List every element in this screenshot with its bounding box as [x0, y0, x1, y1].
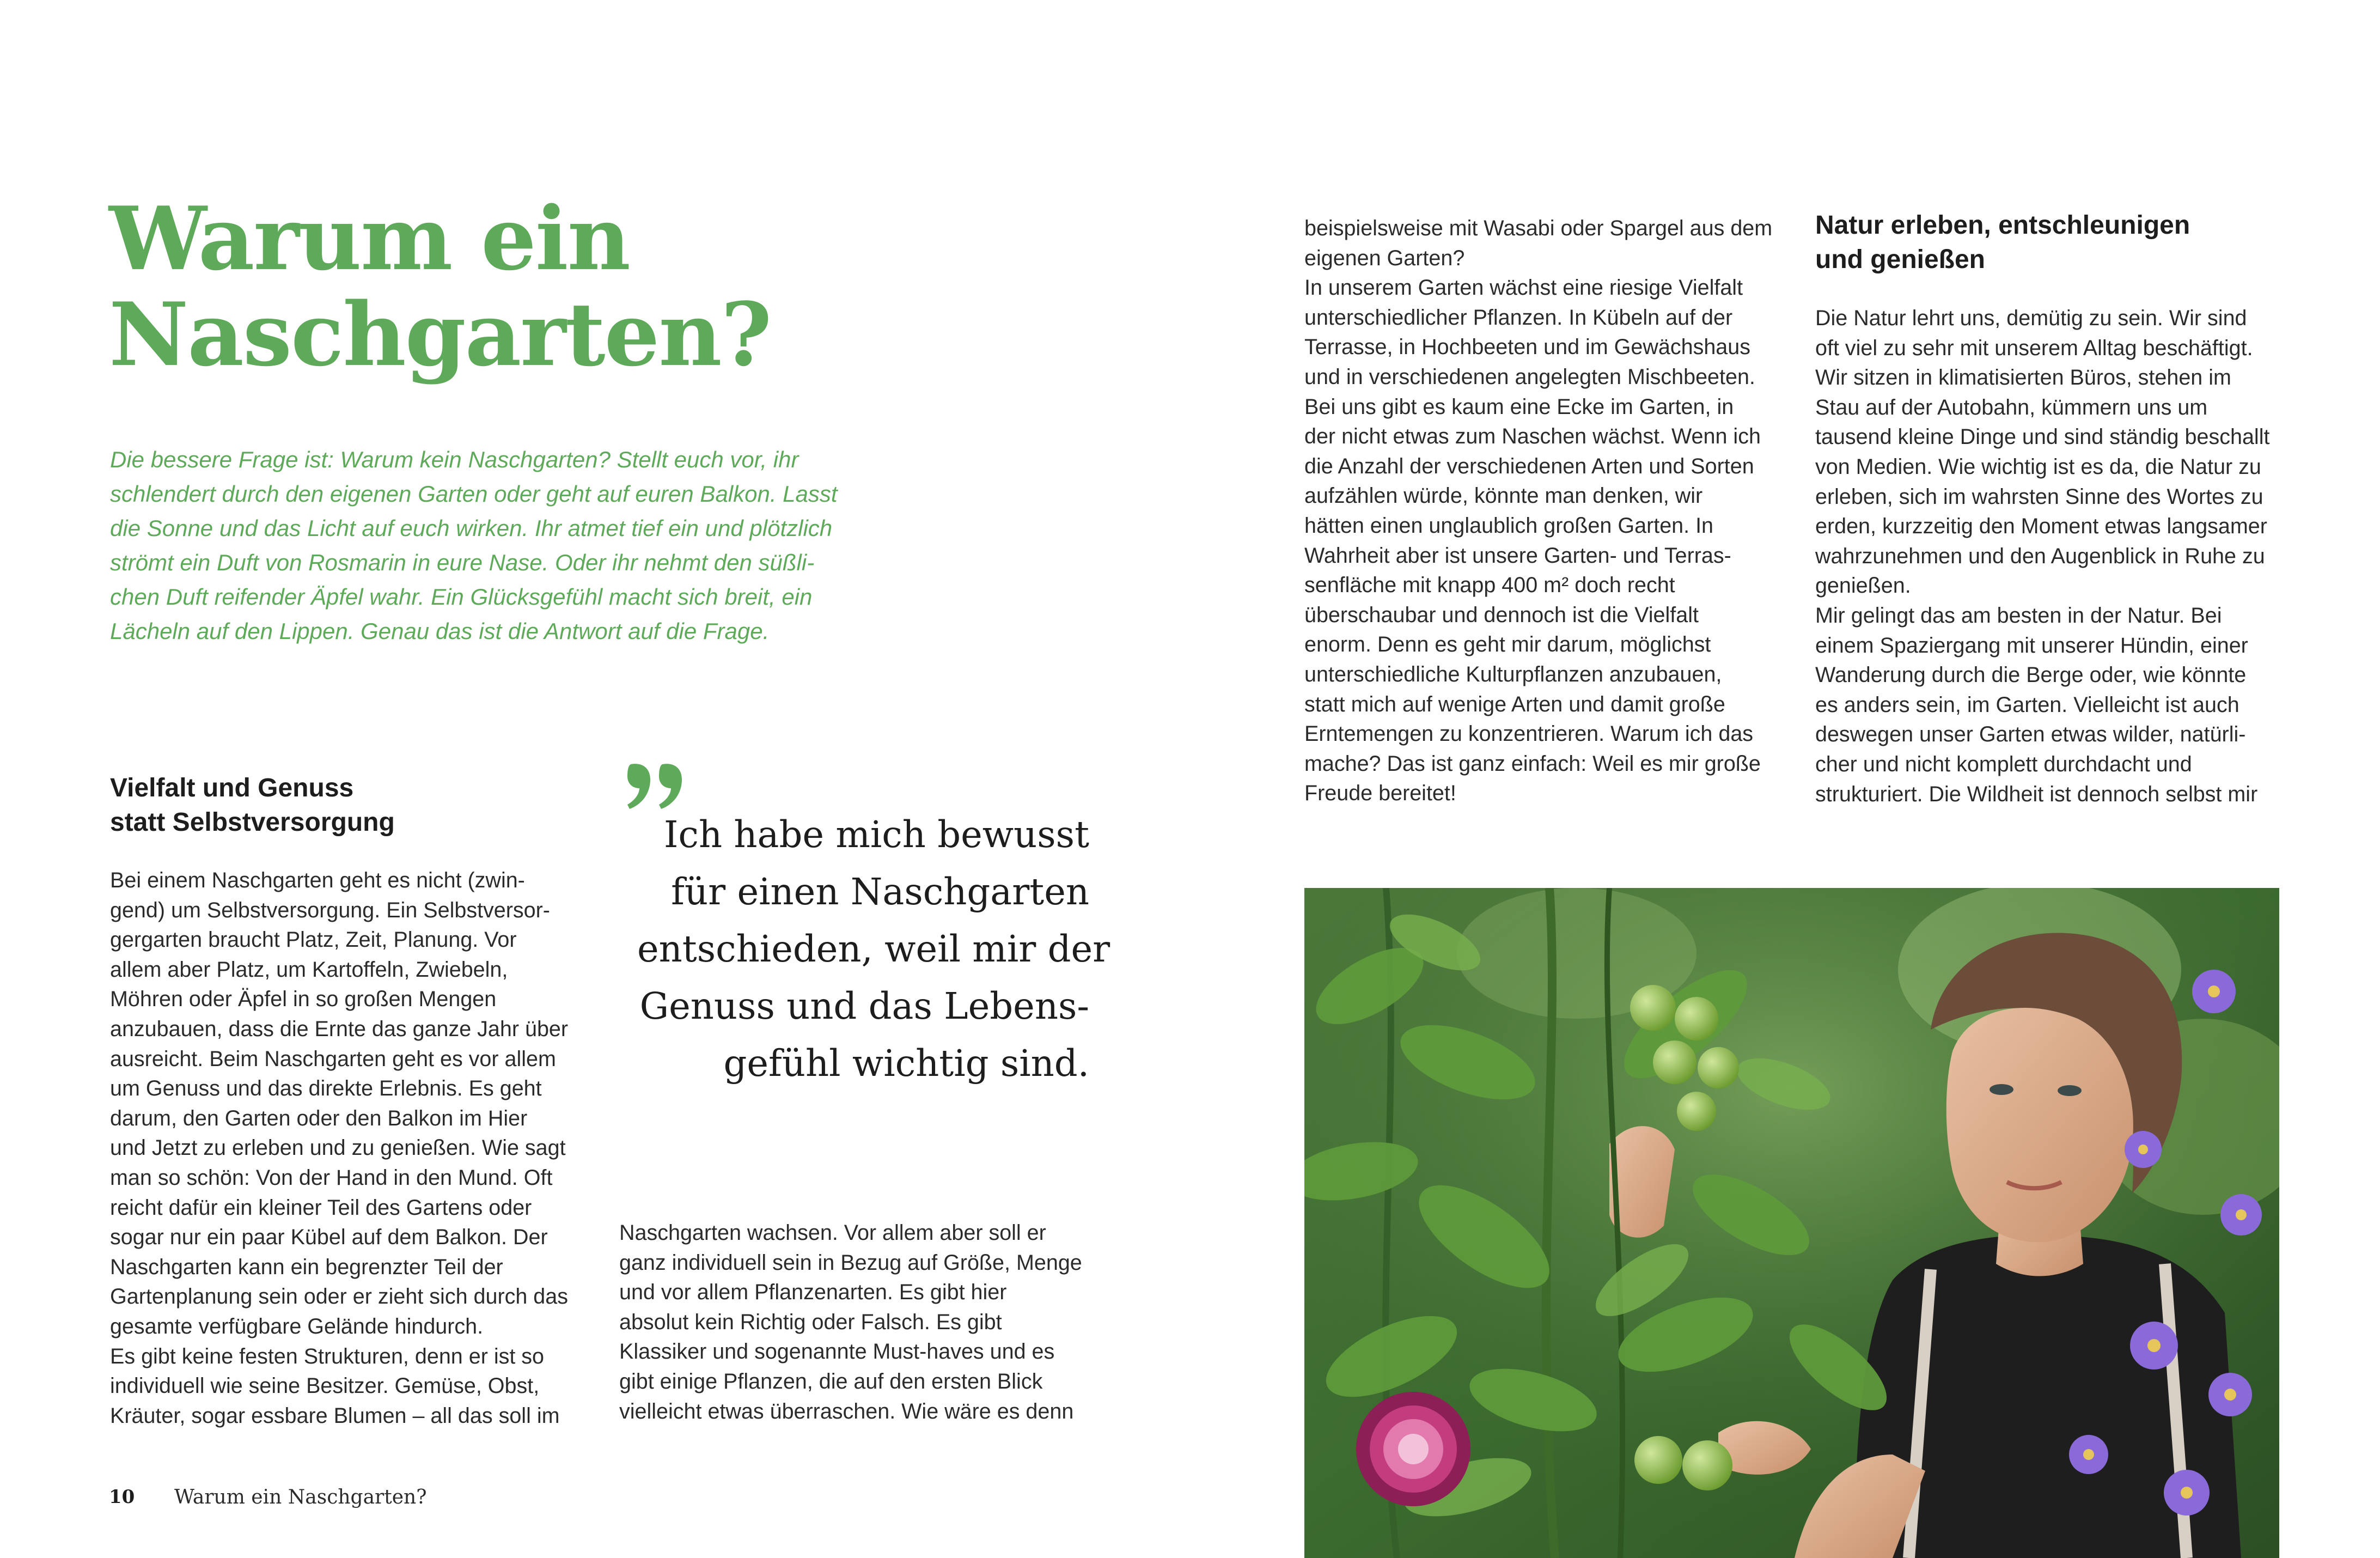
body-line: senfläche mit knapp 400 m² doch recht: [1304, 573, 1675, 598]
body-line: darum, den Garten oder den Balkon im Hier: [110, 1106, 528, 1130]
body-line: man so schön: Von der Hand in den Mund. Oft: [110, 1165, 553, 1190]
pull-quote: [637, 806, 1110, 1092]
intro-line: chen Duft reifender Äpfel wahr. Ein Glücksgefühl macht sich breit, ein: [110, 584, 813, 610]
intro-line: schlendert durch den eigenen Garten oder geht auf euren Balkon. Lasst: [110, 481, 838, 507]
column-3-body: [1304, 214, 1772, 808]
body-line: und Jetzt zu erleben und zu genießen. Wie sagt: [110, 1136, 566, 1160]
section-heading-vielfalt: [110, 771, 395, 839]
intro-line: strömt ein Duft von Rosmarin in eure Nase. Oder ihr nehmt den süßli-: [110, 550, 815, 575]
body-line: cher und nicht komplett durchdacht und: [1815, 752, 2192, 776]
body-line: Wir sitzen in klimatisierten Büros, stehen im: [1815, 366, 2231, 390]
body-line: Naschgarten wachsen. Vor allem aber soll er: [619, 1221, 1046, 1245]
body-line: strukturiert. Die Wildheit ist dennoch selbst mir: [1815, 782, 2258, 806]
body-line: mache? Das ist ganz einfach: Weil es mir große: [1304, 751, 1761, 776]
page-number: 10: [109, 1486, 135, 1508]
section-heading-natur: [1815, 208, 2190, 277]
body-line: beispielsweise mit Wasabi oder Spargel aus dem: [1304, 216, 1773, 240]
body-line: und in verschiedenen angelegten Mischbeeten.: [1304, 364, 1755, 389]
body-line: enorm. Denn es geht mir darum, möglichst: [1304, 632, 1711, 657]
body-line: sogar nur ein paar Kübel auf dem Balkon. Der: [110, 1225, 548, 1250]
heading-line: Vielfalt und Genuss: [110, 774, 354, 802]
body-line: Erntemengen zu konzentrieren. Warum ich das: [1304, 722, 1754, 746]
intro-line: die Sonne und das Licht auf euch wirken. Ihr atmet tief ein und plötzlich: [110, 515, 833, 541]
body-line: um Genuss und das direkte Erlebnis. Es geht: [110, 1076, 542, 1101]
body-line: und vor allem Pflanzenarten. Es gibt hier: [619, 1280, 1007, 1305]
body-line: gibt einige Pflanzen, die auf den ersten Blick: [619, 1369, 1043, 1393]
column-1-body: [110, 866, 568, 1431]
heading-line: statt Selbstversorgung: [110, 808, 395, 837]
quote-line: Ich habe mich bewusst: [663, 813, 1089, 856]
title-line: Naschgarten?: [109, 283, 771, 386]
quote-line: entschieden, weil mir der: [637, 928, 1110, 970]
garden-photo: [1304, 888, 2279, 1558]
body-line: Mir gelingt das am besten in der Natur. Bei: [1815, 603, 2222, 628]
body-line: es anders sein, im Garten. Vielleicht ist auch: [1815, 692, 2239, 717]
intro-line: Die bessere Frage ist: Warum kein Naschgarten? Stellt euch vor, ihr: [110, 447, 799, 472]
page-title: [109, 187, 817, 386]
body-line: oft viel zu sehr mit unserem Alltag beschäftigt.: [1815, 336, 2253, 360]
body-line: gergarten braucht Platz, Zeit, Planung. Vor: [110, 928, 517, 952]
body-line: die Anzahl der verschiedenen Arten und Sorten: [1304, 454, 1754, 478]
body-line: gend) um Selbstversorgung. Ein Selbstversor-: [110, 898, 550, 922]
intro-line: Lächeln auf den Lippen. Genau das ist die Antwort auf die Frage.: [110, 618, 770, 644]
body-line: allem aber Platz, um Kartoffeln, Zwiebeln,: [110, 957, 508, 982]
body-line: erden, kurzzeitig den Moment etwas langsamer: [1815, 514, 2267, 539]
body-line: tausend kleine Dinge und sind ständig beschallt: [1815, 425, 2270, 449]
body-line: unterschiedliche Kulturpflanzen anzubauen,: [1304, 662, 1722, 686]
column-4-body: [1815, 303, 2269, 809]
heading-line: und genießen: [1815, 245, 1985, 274]
body-line: Kräuter, sogar essbare Blumen – all das soll im: [110, 1403, 560, 1428]
body-line: Klassiker und sogenannte Must-haves und es: [619, 1340, 1055, 1364]
body-line: ausreicht. Beim Naschgarten geht es vor allem: [110, 1046, 556, 1071]
body-line: erleben, sich im wahrsten Sinne des Wortes zu: [1815, 484, 2263, 509]
body-line: anzubauen, dass die Ernte das ganze Jahr über: [110, 1017, 569, 1041]
body-line: wahrzunehmen und den Augenblick in Ruhe zu: [1815, 544, 2265, 568]
body-line: Wanderung durch die Berge oder, wie könnte: [1815, 663, 2247, 687]
body-line: absolut kein Richtig oder Falsch. Es gibt: [619, 1310, 1002, 1334]
body-line: gesamte verfügbare Gelände hindurch.: [110, 1314, 484, 1338]
body-line: Bei uns gibt es kaum eine Ecke im Garten, in: [1304, 394, 1734, 419]
body-line: von Medien. Wie wichtig ist es da, die Natur zu: [1815, 454, 2261, 479]
quote-line: Genuss und das Lebens-: [639, 985, 1089, 1027]
body-line: vielleicht etwas überraschen. Wie wäre es denn: [619, 1399, 1074, 1423]
running-title: Warum ein Naschgarten?: [174, 1486, 427, 1508]
body-line: statt mich auf wenige Arten und damit große: [1304, 692, 1725, 716]
heading-line: Natur erleben, entschleunigen: [1815, 211, 2190, 240]
body-line: deswegen unser Garten etwas wilder, natürli-: [1815, 722, 2246, 747]
body-line: aufzählen würde, könnte man denken, wir: [1304, 484, 1703, 508]
body-line: Die Natur lehrt uns, demütig zu sein. Wir sind: [1815, 306, 2247, 330]
body-line: eigenen Garten?: [1304, 246, 1465, 270]
body-line: einem Spaziergang mit unserer Hündin, einer: [1815, 633, 2248, 658]
body-line: hätten einen unglaublich großen Garten. In: [1304, 513, 1714, 538]
body-line: Gartenplanung sein oder er zieht sich durch das: [110, 1285, 568, 1309]
body-line: Naschgarten kann ein begrenzter Teil der: [110, 1255, 503, 1279]
body-line: unterschiedlicher Pflanzen. In Kübeln auf der: [1304, 305, 1733, 330]
quote-line: für einen Naschgarten: [671, 871, 1089, 913]
body-line: Terrasse, in Hochbeeten und im Gewächshaus: [1304, 335, 1750, 360]
body-line: Stau auf der Autobahn, kümmern uns um: [1815, 395, 2208, 419]
body-line: Möhren oder Äpfel in so großen Mengen: [110, 987, 497, 1012]
body-line: überschaubar und dennoch ist die Vielfalt: [1304, 602, 1699, 627]
body-line: individuell wie seine Besitzer. Gemüse, Obst,: [110, 1374, 540, 1398]
body-line: ganz individuell sein in Bezug auf Größe, Menge: [619, 1250, 1082, 1275]
column-2-body: [619, 1218, 1082, 1426]
body-line: Bei einem Naschgarten geht es nicht (zwin-: [110, 868, 525, 892]
body-line: genießen.: [1815, 574, 1911, 598]
body-line: Es gibt keine festen Strukturen, denn er ist so: [110, 1344, 545, 1368]
intro-paragraph: [110, 442, 872, 648]
quote-line: gefühl wichtig sind.: [723, 1042, 1089, 1085]
body-line: der nicht etwas zum Naschen wächst. Wenn ich: [1304, 424, 1761, 449]
body-line: In unserem Garten wächst eine riesige Vielfalt: [1304, 276, 1743, 300]
body-line: Wahrheit aber ist unsere Garten- und Terras-: [1304, 543, 1731, 568]
body-line: Freude bereitet!: [1304, 781, 1456, 806]
body-line: reicht dafür ein kleiner Teil des Gartens oder: [110, 1195, 532, 1220]
title-line: Warum ein: [109, 187, 630, 290]
